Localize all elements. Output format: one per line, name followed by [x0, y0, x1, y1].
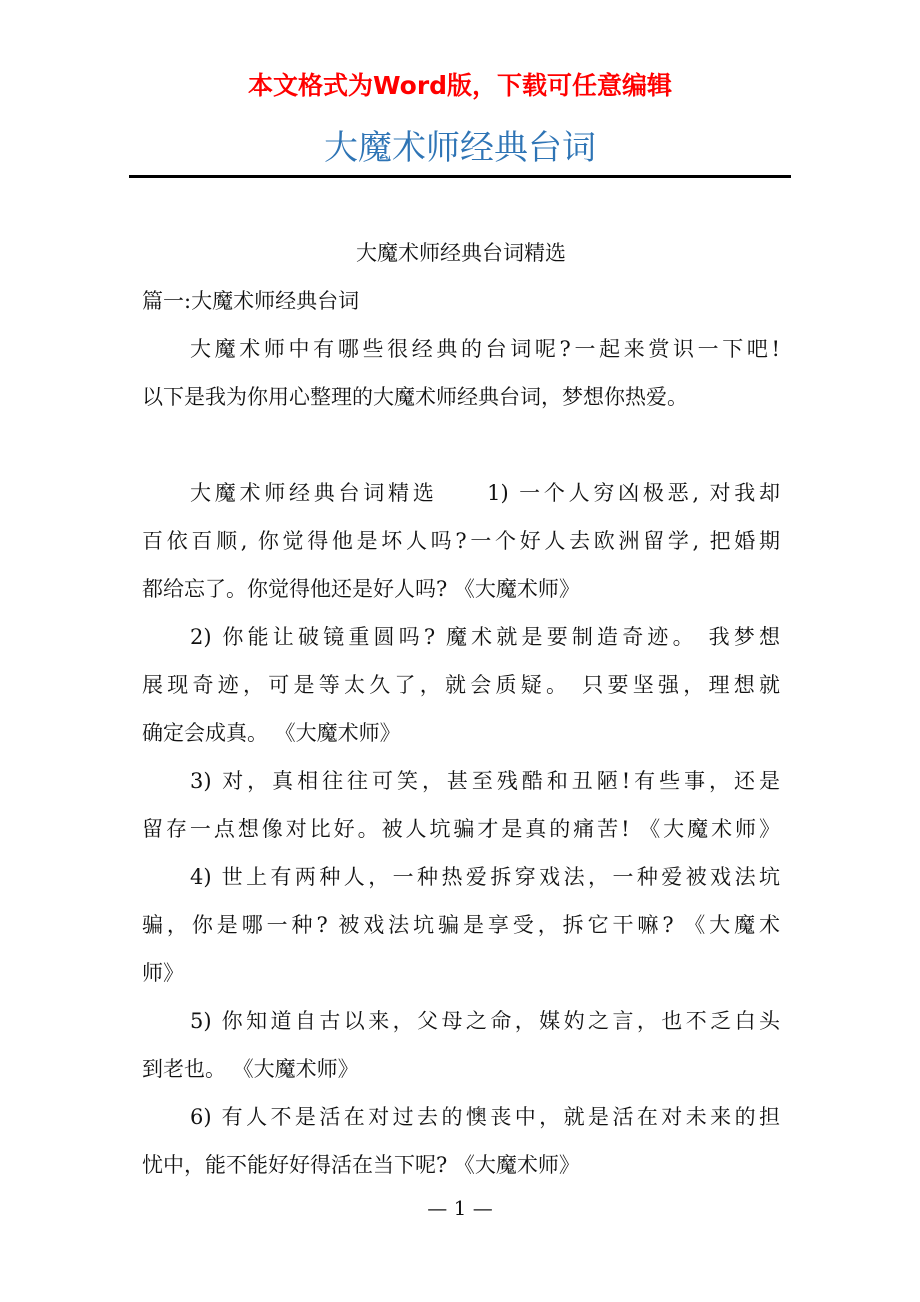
- paragraph-line: 3) 对，真相往往可笑，甚至残酷和丑陋!有些事，还是: [190, 769, 780, 793]
- intro-paragraph: [142, 325, 780, 421]
- paragraph-line: 到老也。 《大魔术师》: [142, 1057, 359, 1081]
- page-number: — 1 —: [427, 1196, 493, 1220]
- quote-paragraph: [142, 469, 780, 613]
- paragraph-line: 以下是我为你用心整理的大魔术师经典台词，梦想你热爱。: [142, 385, 688, 409]
- paragraph-line: 大魔术师中有哪些很经典的台词呢?一起来赏识一下吧!: [190, 337, 780, 361]
- paragraph-line: 2) 你能让破镜重圆吗? 魔术就是要制造奇迹。 我梦想: [190, 625, 780, 649]
- paragraph-line: 4) 世上有两种人，一种热爱拆穿戏法，一种爱被戏法坑: [190, 865, 780, 889]
- paragraph-line: 6) 有人不是活在对过去的懊丧中，就是活在对未来的担: [190, 1105, 780, 1129]
- paragraph-line: 展现奇迹，可是等太久了，就会质疑。 只要坚强，理想就: [142, 673, 780, 697]
- quote-paragraph: [142, 613, 780, 757]
- paragraph-line: 师》: [142, 961, 184, 985]
- paragraph-line: 确定会成真。 《大魔术师》: [142, 721, 401, 745]
- paragraph-line: 留存一点想像对比好。被人坑骗才是真的痛苦! 《大魔术师》: [142, 817, 780, 841]
- paragraph-line: 骗，你是哪一种? 被戏法坑骗是享受，拆它干嘛? 《大魔术: [142, 913, 780, 937]
- quote-paragraph: [142, 757, 780, 853]
- paragraph-line: 百依百顺, 你觉得他是坏人吗?一个好人去欧洲留学, 把婚期: [142, 529, 780, 553]
- blank-line: [142, 421, 780, 469]
- paragraph-line: 5) 你知道自古以来，父母之命，媒妁之言，也不乏白头: [190, 1009, 780, 1033]
- quote-paragraph: [142, 853, 780, 997]
- download-banner: 本文格式为Word版，下载可任意编辑: [247, 71, 673, 100]
- header-divider: [129, 175, 791, 178]
- paragraph-line: 忧中，能不能好好得活在当下呢? 《大魔术师》: [142, 1153, 580, 1177]
- quote-paragraph: [142, 1093, 780, 1189]
- quote-paragraph: [142, 997, 780, 1093]
- document-body: [142, 229, 780, 1189]
- section-heading: 篇一:大魔术师经典台词: [142, 289, 360, 313]
- document-title: 大魔术师经典台词: [324, 128, 596, 168]
- paragraph-line: 都给忘了。你觉得他还是好人吗? 《大魔术师》: [142, 577, 580, 601]
- paragraph-line: 大魔术师经典台词精选 1) 一个人穷凶极恶, 对我却: [190, 481, 780, 505]
- subtitle: 大魔术师经典台词精选: [356, 241, 566, 265]
